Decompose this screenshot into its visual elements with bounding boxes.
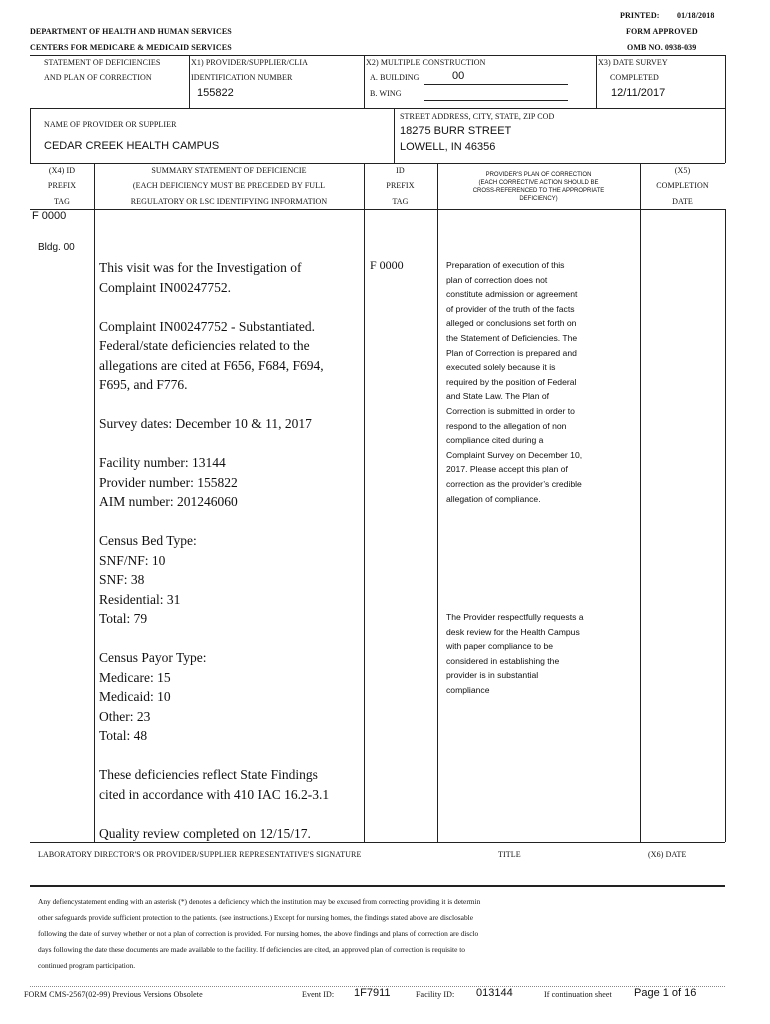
identification-label: IDENTIFICATION NUMBER <box>191 73 293 82</box>
desk-review-line: provider is in substantial <box>446 670 539 681</box>
omb-number: OMB NO. 0938-039 <box>627 43 697 52</box>
plan-line: executed solely because it is <box>446 362 556 373</box>
x4-prefix-label: PREFIX <box>47 181 77 190</box>
provider-name: CEDAR CREEK HEALTH CAMPUS <box>44 140 220 152</box>
plan-subheader-1: (EACH CORRECTIVE ACTION SHOULD BE <box>478 180 599 186</box>
summary-line: Complaint IN00247752. <box>99 279 231 295</box>
completed-label: COMPLETED <box>610 73 659 82</box>
provider-name-label: NAME OF PROVIDER OR SUPPLIER <box>44 120 177 129</box>
completion-label: COMPLETION <box>656 181 709 190</box>
event-id-label: Event ID: <box>302 990 335 999</box>
desk-review-line: desk review for the Health Campus <box>446 626 580 637</box>
plan-line: constitute admission or agreement <box>446 289 578 300</box>
disclaimer-line: following the date of survey whether or not a plan of correction is provided. For nursing homes, the above findings and plans of correction are disclo <box>38 929 479 938</box>
summary-line: Residential: 31 <box>99 591 181 607</box>
plan-line: required by the position of Federal <box>446 376 577 387</box>
plan-line: Plan of Correction is prepared and <box>446 347 577 358</box>
plan-label: AND PLAN OF CORRECTION <box>44 73 152 82</box>
disclaimer-line: continued program participation. <box>38 961 136 970</box>
summary-line <box>99 395 361 415</box>
summary-line: Quality review completed on 12/15/17. <box>99 825 311 841</box>
id-tag-label: TAG <box>392 197 409 206</box>
disclaimer <box>38 894 723 974</box>
summary-line <box>99 629 361 649</box>
desk-review-line: compliance <box>446 684 490 695</box>
summary-line: Facility number: 13144 <box>99 455 226 470</box>
summary-subheader-2: REGULATORY OR LSC IDENTIFYING INFORMATION <box>130 197 328 206</box>
summary-line <box>99 804 361 824</box>
plan-line: Correction is submitted in order to <box>446 405 575 416</box>
form-number: FORM CMS-2567(02-99) Previous Versions Obsolete <box>24 990 203 999</box>
summary-line <box>99 434 361 454</box>
plan-line: 2017. Please accept this plan of <box>446 464 568 475</box>
plan-line: respond to the allegation of non <box>446 420 567 431</box>
building-value: 00 <box>452 70 465 82</box>
summary-line: Provider number: 155822 <box>99 474 238 490</box>
address-label: STREET ADDRESS, CITY, STATE, ZIP COD <box>400 112 555 121</box>
summary-line: allegations are cited at F656, F684, F694, <box>99 357 324 373</box>
x1-label: X1) PROVIDER/SUPPLIER/CLIA <box>191 58 309 67</box>
signature-label: LABORATORY DIRECTOR'S OR PROVIDER/SUPPLIER REPRESENTATIVE'S SIGNATURE <box>38 850 362 859</box>
x3-label: X3) DATE SURVEY <box>598 58 668 67</box>
title-label: TITLE <box>498 850 521 859</box>
city-state-zip: LOWELL, IN 46356 <box>400 141 496 153</box>
left-tag: F 0000 <box>32 210 67 222</box>
plan-line: correction as the provider’s credible <box>446 478 582 489</box>
summary-line: Medicaid: 10 <box>99 689 171 704</box>
plan-line: compliance cited during a <box>446 435 544 446</box>
agency-name: CENTERS FOR MEDICARE & MEDICAID SERVICES <box>30 43 232 52</box>
facility-id-label: Facility ID: <box>416 990 455 999</box>
form-approved: FORM APPROVED <box>626 27 698 36</box>
summary-line: Other: 23 <box>99 708 151 724</box>
building-label: A. BUILDING <box>370 73 420 82</box>
wing-label: B. WING <box>370 89 402 98</box>
desk-review-line: with paper compliance to be <box>446 641 554 652</box>
summary-line: Census Bed Type: <box>99 533 197 548</box>
plan-subheader-3: DEFICIENCY) <box>519 196 558 202</box>
x2-label: X2) MULTIPLE CONSTRUCTION <box>366 58 486 67</box>
x4-tag-label: TAG <box>53 197 71 206</box>
disclaimer-line: other safeguards provide sufficient protection to the patients. (see instructions.) Except for nursing homes, the findings stated above are disclosable <box>38 913 473 922</box>
plan-line: the Statement of Deficiencies. The <box>446 332 578 343</box>
department-name: DEPARTMENT OF HEALTH AND HUMAN SERVICES <box>30 27 232 36</box>
printed-date: 01/18/2018 <box>677 11 715 20</box>
id-label: ID <box>396 166 405 175</box>
page-number: Page 1 of 16 <box>634 987 697 999</box>
plan-line: Preparation of execution of this <box>446 260 565 270</box>
summary-line: Medicare: 15 <box>99 669 171 685</box>
summary-line: Total: 48 <box>99 728 148 743</box>
disclaimer-line: days following the date these documents are made available to the facility. If deficiencies are cited, an approved plan of correction is requisite to <box>38 945 465 954</box>
plan-line: and State Law. The Plan of <box>446 391 550 402</box>
summary-line: F695, and F776. <box>99 377 188 392</box>
plan-line: plan of correction does not <box>446 274 548 285</box>
plan-line: of provider of the truth of the facts <box>446 303 575 314</box>
summary-line: cited in accordance with 410 IAC 16.2-3.1 <box>99 786 330 802</box>
x4-id-label: (X4) ID <box>48 166 76 175</box>
summary-line: AIM number: 201246060 <box>99 494 238 509</box>
plan-line: Complaint Survey on December 10, <box>446 449 583 460</box>
summary-line: Census Payor Type: <box>99 650 207 665</box>
provider-number: 155822 <box>197 87 234 99</box>
plan-line: alleged or conclusions set forth on <box>446 318 577 329</box>
date-label: DATE <box>672 197 693 206</box>
summary-header: SUMMARY STATEMENT OF DEFICIENCIE <box>151 166 307 175</box>
desk-review-line: The Provider respectfully requests a <box>446 612 584 622</box>
summary-subheader: (EACH DEFICIENCY MUST BE PRECEDED BY FULL <box>132 181 326 190</box>
summary-line <box>99 512 361 532</box>
summary-line: This visit was for the Investigation of <box>99 260 302 275</box>
survey-date: 12/11/2017 <box>611 87 666 99</box>
summary-line: SNF/NF: 10 <box>99 552 166 568</box>
disclaimer-line: Any defiencystatement ending with an asterisk (*) denotes a deficiency which the institution may be excused from correcting providing it is determin <box>38 897 481 906</box>
x6-date-label: (X6) DATE <box>648 850 687 859</box>
summary-line: Complaint IN00247752 - Substantiated. <box>99 318 315 334</box>
building-reference: Bldg. 00 <box>38 242 75 253</box>
summary-line: Survey dates: December 10 & 11, 2017 <box>99 416 312 431</box>
printed-label: PRINTED: <box>620 11 660 20</box>
desk-review-line: considered in establishing the <box>446 655 560 666</box>
id-prefix-tag: F 0000 <box>370 258 404 272</box>
summary-line <box>99 297 361 317</box>
summary-line: SNF: 38 <box>99 572 145 587</box>
street-address: 18275 BURR STREET <box>400 125 512 137</box>
summary-line <box>99 746 361 766</box>
plan-subheader-2: CROSS-REFERENCED TO THE APPROPRIATE <box>472 188 605 194</box>
x5-label: (X5) <box>674 166 691 175</box>
plan-line: allegation of compliance. <box>446 493 541 504</box>
id-prefix-label: PREFIX <box>386 181 415 190</box>
continuation-label: If continuation sheet <box>544 990 612 999</box>
summary-line: Federal/state deficiencies related to the <box>99 338 310 353</box>
statement-label: STATEMENT OF DEFICIENCIES <box>44 58 161 67</box>
facility-id: 013144 <box>476 987 513 999</box>
plan-header: PROVIDER'S PLAN OF CORRECTION <box>485 172 592 178</box>
summary-statement <box>99 258 361 843</box>
summary-line: Total: 79 <box>99 611 148 626</box>
event-id: 1F7911 <box>354 987 391 999</box>
summary-line: These deficiencies reflect State Findings <box>99 767 318 782</box>
plan-of-correction <box>446 258 636 506</box>
desk-review-request <box>446 610 636 698</box>
